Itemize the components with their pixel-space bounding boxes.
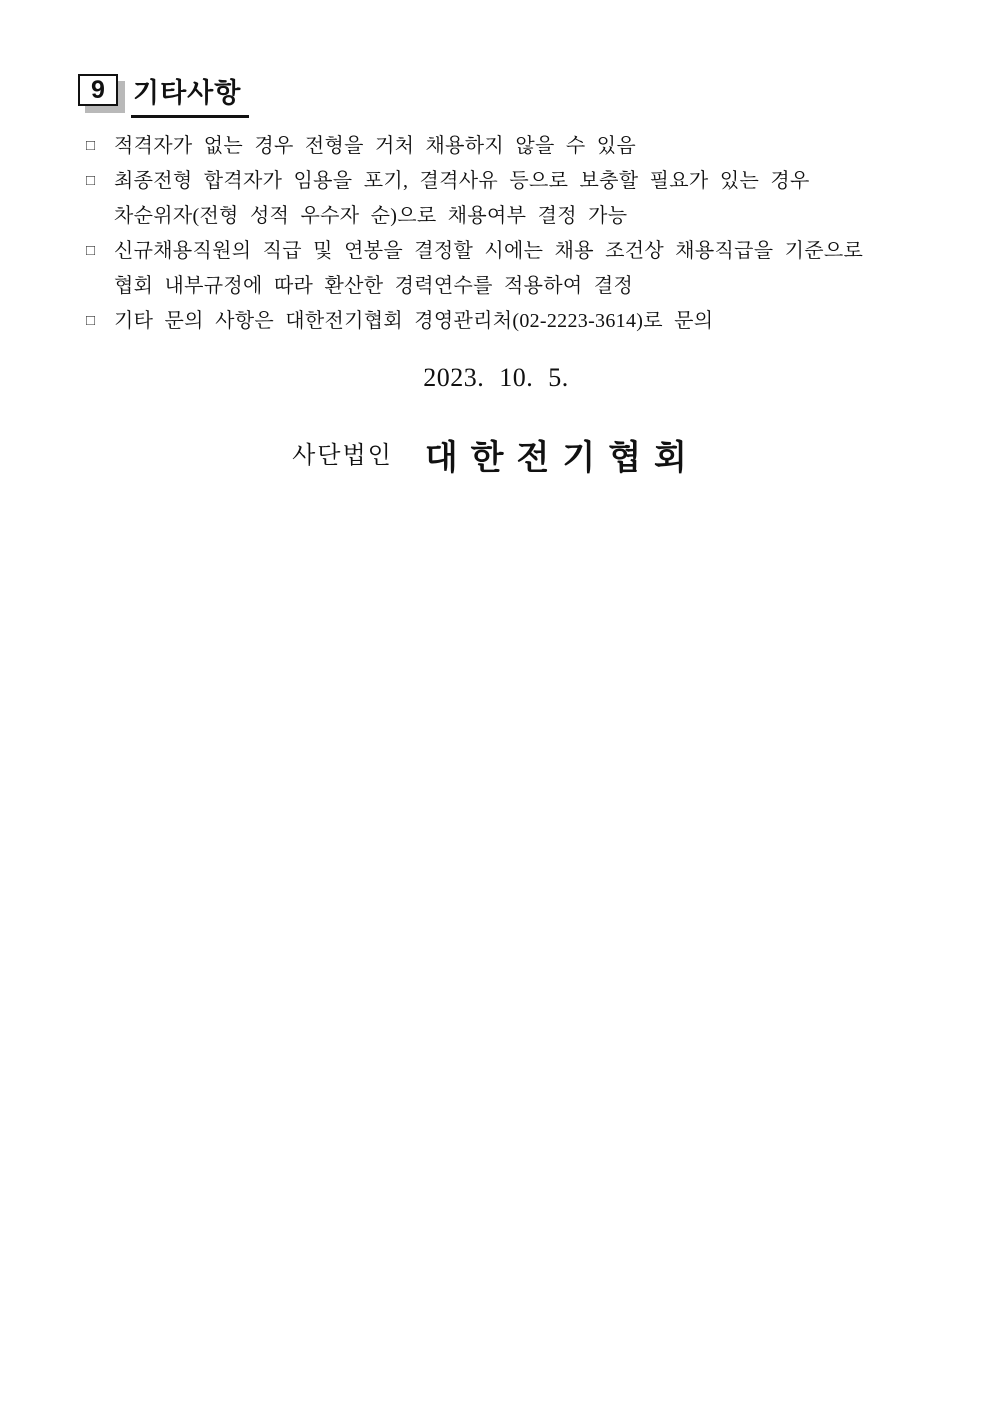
list-item	[86, 304, 952, 339]
list-item	[86, 164, 952, 199]
signature-prefix: 사단법인	[292, 443, 393, 469]
list-item-text: 협회 내부규정에 따라 환산한 경력연수를 적용하여 결정	[114, 275, 634, 297]
bullet-square-icon: □	[86, 173, 96, 189]
signature-line	[0, 430, 992, 479]
section-number: 9	[78, 74, 118, 106]
list-item	[86, 234, 952, 269]
bullet-square-icon: □	[86, 138, 96, 154]
organization-name: 대한전기협회	[424, 440, 700, 477]
list-item-text: 기타 문의 사항은 대한전기협회 경영관리처(02-2223-3614)로 문의	[114, 310, 714, 332]
list-item-continuation	[86, 269, 952, 304]
section-header	[78, 74, 249, 118]
bullet-square-icon: □	[86, 243, 96, 259]
list-item-text: 신규채용직원의 직급 및 연봉을 결정할 시에는 채용 조건상 채용직급을 기준으로	[114, 240, 864, 262]
list-item-continuation	[86, 199, 952, 234]
list-item-text: 적격자가 없는 경우 전형을 거처 채용하지 않을 수 있음	[114, 135, 637, 157]
list-item-text: 차순위자(전형 성적 우수자 순)으로 채용여부 결정 가능	[114, 205, 628, 227]
bullet-square-icon: □	[86, 313, 96, 329]
section-title: 기타사항	[131, 76, 249, 118]
document-date: 2023. 10. 5.	[423, 363, 569, 392]
bullet-list	[86, 129, 952, 339]
list-item-text: 최종전형 합격자가 임용을 포기, 결격사유 등으로 보충할 필요가 있는 경우	[114, 170, 810, 192]
list-item	[86, 129, 952, 164]
section-number-box	[78, 74, 120, 110]
